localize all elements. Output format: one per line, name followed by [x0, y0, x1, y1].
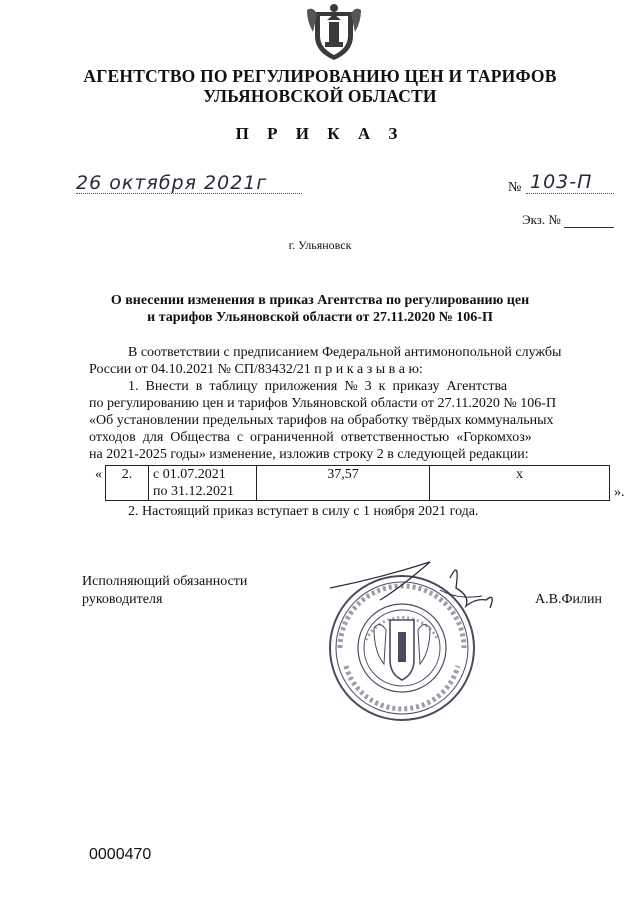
- agency-name-line1: АГЕНТСТВО ПО РЕГУЛИРОВАНИЮ ЦЕН И ТАРИФОВ: [83, 66, 557, 86]
- agency-name-line2: УЛЬЯНОВСКОЙ ОБЛАСТИ: [203, 86, 437, 106]
- row-number-cell: 2.: [106, 466, 149, 501]
- tariff-value-cell: 37,57: [257, 466, 430, 501]
- number-label: №: [508, 180, 522, 195]
- table-open-quote: «: [95, 467, 102, 482]
- item2-text: 2. Настоящий приказ вступает в силу с 1 ноября 2021 года.: [128, 504, 479, 519]
- document-type: П Р И К А З: [235, 124, 405, 143]
- period-to: по 31.12.2021: [153, 484, 234, 499]
- table-close-quote: ».: [614, 485, 625, 500]
- signatory-name: А.В.Филин: [535, 592, 602, 607]
- period-cell: [149, 466, 257, 501]
- number-underline: [526, 193, 614, 194]
- copy-number-label: Экз. №: [522, 212, 561, 227]
- document-serial-number: 0000470: [89, 846, 152, 863]
- official-stamp-with-signature: [310, 548, 530, 738]
- mark-cell: х: [430, 466, 610, 501]
- signatory-position-line2: руководителя: [82, 592, 163, 607]
- item1-line1: 1. Внести в таблицу приложения № 3 к приказу Агентства: [128, 379, 508, 394]
- table-row: [106, 466, 610, 501]
- signatory-position-line1: Исполняющий обязанности: [82, 574, 248, 589]
- handwritten-date: 26 октября 2021г: [76, 172, 268, 194]
- coat-of-arms-emblem: [303, 2, 365, 62]
- paragraph1-line2: России от 04.10.2021 № СП/83432/21 п р и к а з ы в а ю:: [89, 362, 423, 377]
- item1-line4: отходов для Общества с ограниченной ответственностью «Горкомхоз»: [89, 430, 532, 445]
- handwritten-order-number: 103-П: [530, 171, 593, 193]
- item1-line2: по регулированию цен и тарифов Ульяновской области от 27.11.2020 № 106-П: [89, 396, 557, 411]
- date-underline: [76, 193, 302, 194]
- item1-line5: на 2021-2025 годы» изменение, изложив строку 2 в следующей редакции:: [89, 447, 529, 462]
- subject-line2: и тарифов Ульяновской области от 27.11.2020 № 106-П: [147, 310, 493, 325]
- subject-line1: О внесении изменения в приказ Агентства по регулированию цен: [110, 293, 530, 308]
- copy-number-line: [564, 227, 614, 228]
- paragraph1-line1: В соответствии с предписанием Федеральной антимонопольной службы: [128, 345, 562, 360]
- tariff-table: [105, 465, 610, 501]
- item1-line3: «Об установлении предельных тарифов на обработку твёрдых коммунальных: [89, 413, 554, 428]
- period-from: с 01.07.2021: [153, 467, 226, 482]
- city: г. Ульяновск: [288, 238, 352, 252]
